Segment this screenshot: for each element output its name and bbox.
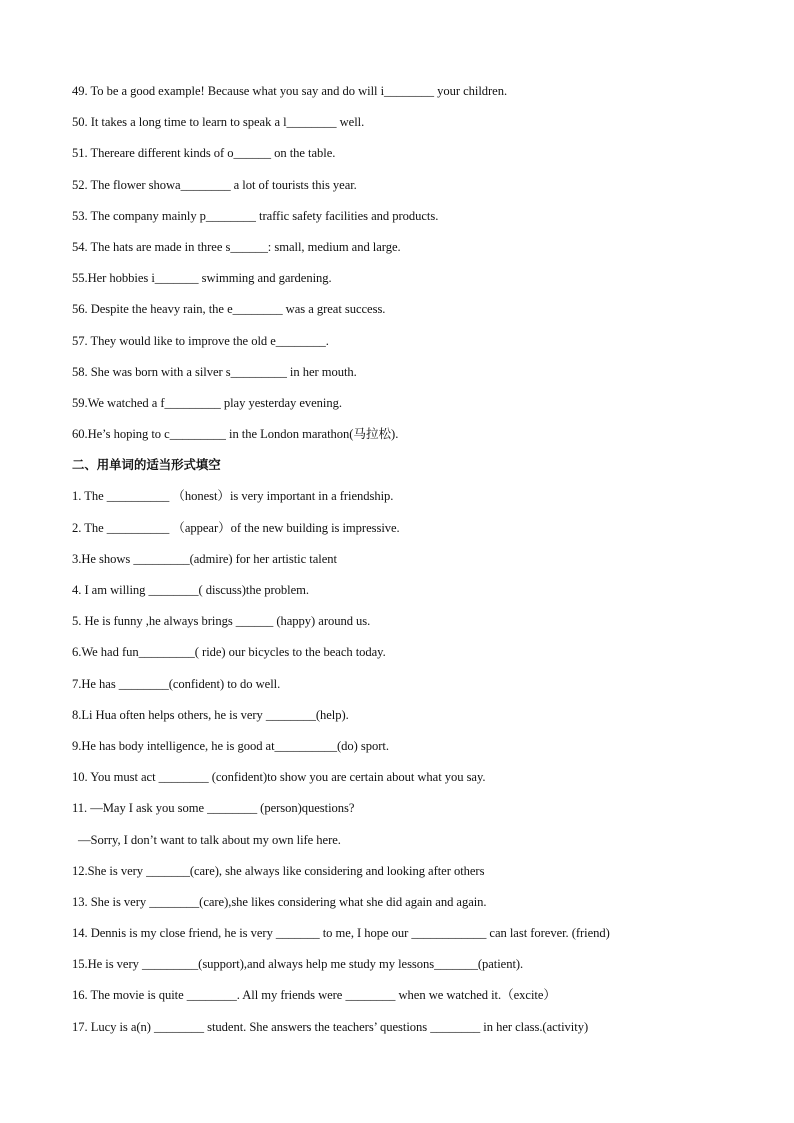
exercise-line: 3.He shows _________(admire) for her artistic talent (72, 551, 337, 566)
exercise-line: 6.We had fun_________( ride) our bicycles to the beach today. (72, 645, 386, 660)
exercise-line: 10. You must act ________ (confident)to show you are certain about what you say. (72, 770, 486, 785)
exercise-line: 14. Dennis is my close friend, he is very _______ to me, I hope our ____________ can last forever. (friend) (72, 926, 610, 941)
exercise-line: 51. Thereare different kinds of o______ on the table. (72, 146, 336, 161)
exercise-line: 13. She is very ________(care),she likes considering what she did again and again. (72, 894, 487, 909)
exercise-line: 12.She is very _______(care), she always like considering and looking after others (72, 863, 485, 878)
exercise-line: 11. —May I ask you some ________ (person)questions? (72, 801, 355, 816)
exercise-line: 52. The flower showa________ a lot of tourists this year. (72, 177, 357, 192)
exercise-line: 1. The __________ （honest）is very important in a friendship. (72, 489, 394, 504)
exercise-line: 17. Lucy is a(n) ________ student. She answers the teachers’ questions ________ in her class.(activity) (72, 1019, 589, 1034)
exercise-line: 15.He is very _________(support),and always help me study my lessons_______(patient). (72, 957, 524, 972)
exercise-line: 8.Li Hua often helps others, he is very ________(help). (72, 707, 349, 722)
exercise-line: 2. The __________ （appear）of the new building is impressive. (72, 520, 400, 535)
exercise-line: 49. To be a good example! Because what you say and do will i________ your children. (72, 84, 508, 98)
exercise-line: 56. Despite the heavy rain, the e________ was a great success. (72, 302, 386, 317)
exercise-line: 59.We watched a f_________ play yesterday evening. (72, 395, 342, 410)
exercise-line: 50. It takes a long time to learn to speak a l________ well. (72, 115, 365, 130)
exercise-line: 54. The hats are made in three s______: small, medium and large. (72, 239, 401, 254)
exercise-line: 60.He’s hoping to c_________ in the London marathon(马拉松). (72, 427, 399, 442)
exercise-line: 55.Her hobbies i_______ swimming and gardening. (72, 271, 332, 286)
exercise-line: 58. She was born with a silver s_________ in her mouth. (72, 364, 357, 379)
exercise-line: 4. I am willing ________( discuss)the problem. (72, 583, 309, 597)
part-one-list (72, 80, 732, 454)
worksheet-content (72, 80, 732, 1047)
exercise-line-answer: —Sorry, I don’t want to talk about my own life here. (78, 832, 341, 847)
exercise-line: 5. He is funny ,he always brings ______ (happy) around us. (72, 614, 371, 629)
exercise-line: 57. They would like to improve the old e________. (72, 333, 329, 348)
exercise-line: 9.He has body intelligence, he is good at__________(do) sport. (72, 738, 389, 753)
section-heading: 二、用单词的适当形式填空 (72, 457, 221, 473)
exercise-line: 7.He has ________(confident) to do well. (72, 676, 281, 691)
exercise-line: 16. The movie is quite ________. All my friends were ________ when we watched it.（excite） (72, 988, 556, 1003)
exercise-line: 53. The company mainly p________ traffic safety facilities and products. (72, 208, 439, 223)
part-two-list (72, 485, 732, 1046)
